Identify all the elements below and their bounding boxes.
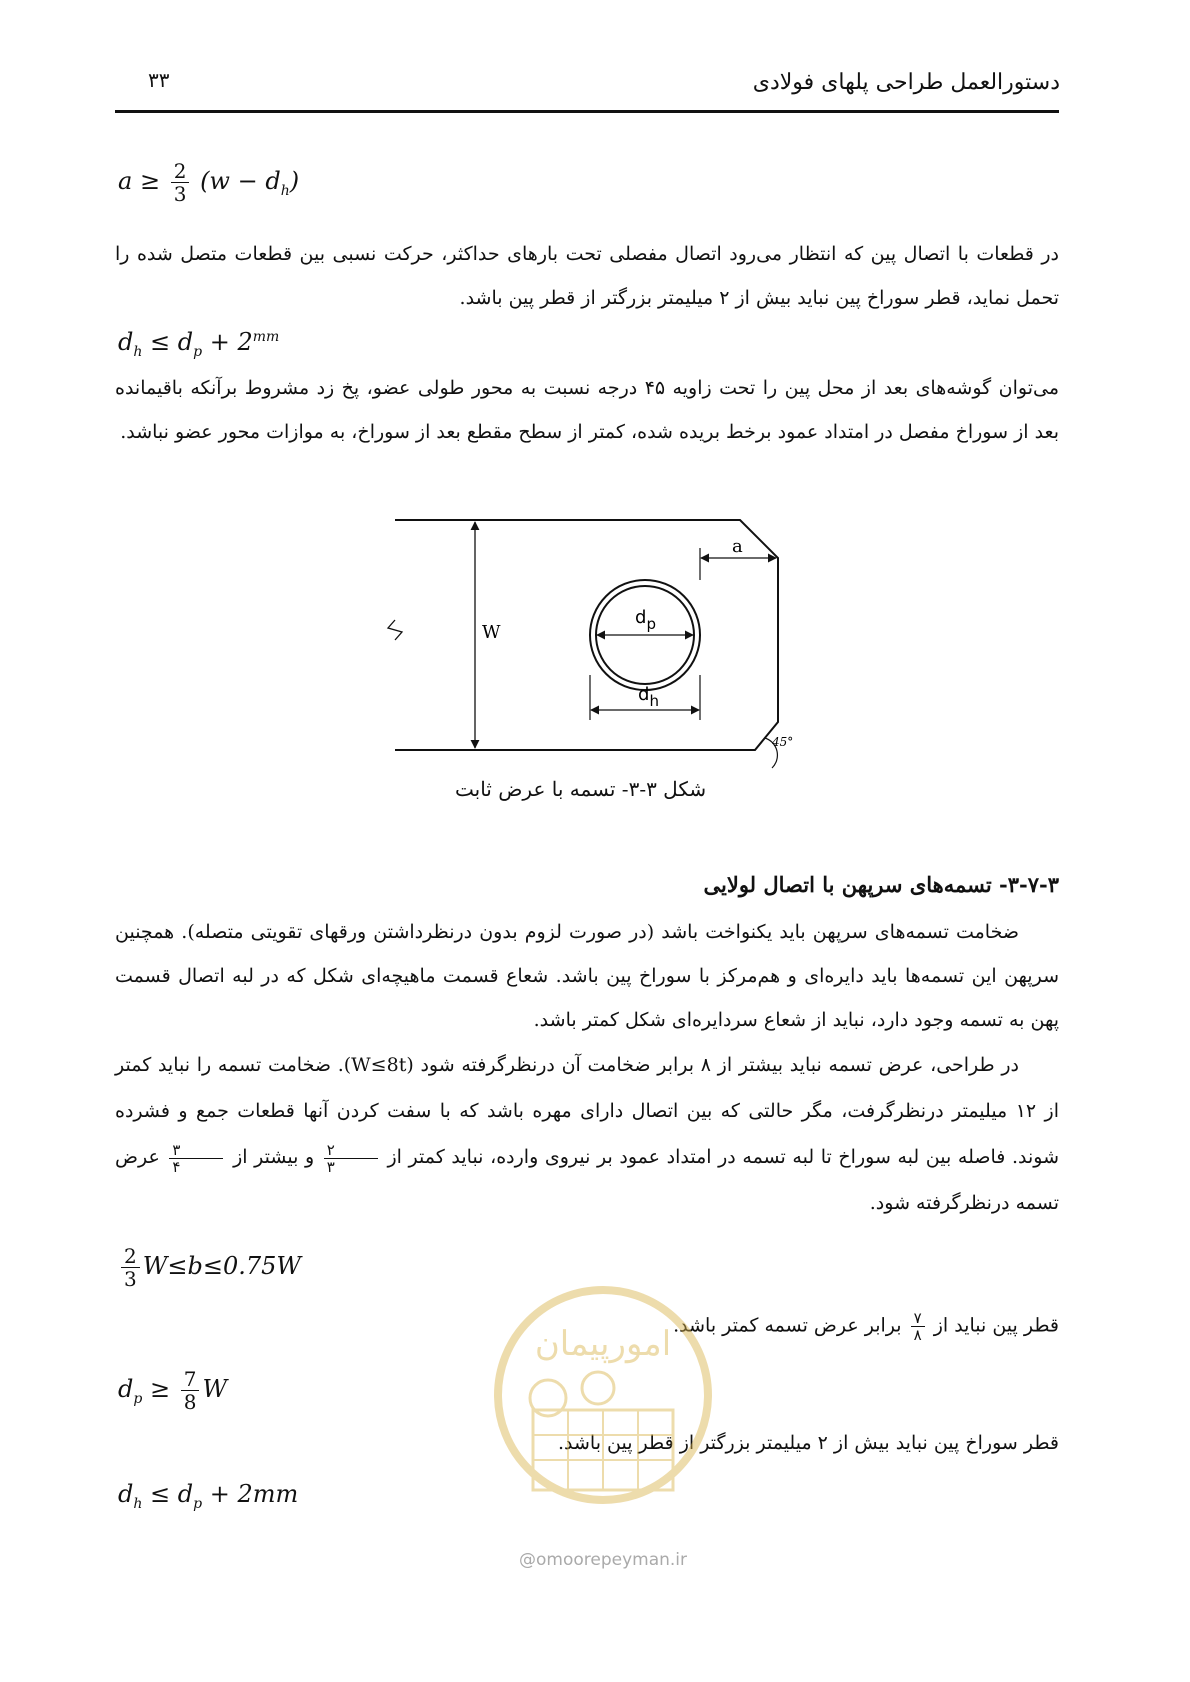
equation-3: $\frac{2}{3}$ W≤b≤0.75W (118, 1245, 301, 1290)
watermark-url: @omoorepeyman.ir (518, 1550, 688, 1570)
header-rule (115, 110, 1059, 113)
equation-1: a ≥ $\frac{2}{3}$ $(w - d_h)$ (118, 159, 300, 206)
figure-plate-diagram (380, 510, 840, 770)
angle-label: 45° (772, 735, 794, 749)
equation-2: $d_h \le d_p + 2^{mm}$ (118, 328, 280, 360)
pin-diameter-text: قطر پین نباید از $\frac{۷}{۸}$ برابر عرض تسمه کمتر باشد. (673, 1309, 1059, 1344)
break-line (388, 620, 402, 640)
hole-diameter-text: قطر سوراخ پین نباید بیش از ۲ میلیمتر بزرگتر از قطر پین باشد. (557, 1432, 1059, 1454)
paragraph-pin-hole: در قطعات با اتصال پین که انتظار می‌رود اتصال مفصلی تحت بارهای حداکثر، حرکت نسبی بین قطعات متصل شده را تحمل نماید، قطر سوراخ پین نباید بیش از ۲ میلیمتر بزرگتر از قطر پین باشد. (115, 243, 1059, 309)
dp-label: $d_p$ (635, 607, 656, 633)
equation-5: $d_h \le d_p + 2mm$ (118, 1480, 299, 1512)
figure-caption: شکل ۳-۳- تسمه با عرض ثابت (455, 777, 707, 801)
dh-label: $d_h$ (638, 684, 659, 710)
watermark-logo (478, 1270, 728, 1580)
equation-4: $d_p$ ≥ $\frac{7}{8}$ W (118, 1367, 228, 1414)
paragraph-eyebars: ضخامت تسمه‌های سرپهن باید یکنواخت باشد (در صورت لزوم بدون درنظرداشتن ورقهای تقویتی متصله). همچنین سرپهن این تسمه‌ها باید دایره‌ای و هم‌مرکز با سوراخ پین باشد. شعاع قسمت ماهیچه‌ای شکل که در لبه اتصال قسمت پهن به تسمه وجود دارد، نباید از شعاع سردایره‌ای شکل کمتر باشد. (115, 921, 1059, 1031)
running-title: دستورالعمل طراحی پلهای فولادی (752, 70, 1060, 95)
paragraph-chamfer: می‌توان گوشه‌های بعد از محل پین را تحت زاویه ۴۵ درجه نسبت به محور طولی عضو، پخ زد مشروط برآنکه باقیمانده بعد از سوراخ مفصل در امتداد عمود برخط بریده شده، کمتر از سطح مقطع بعد از سوراخ، به موازات محور عضو نباشد. (115, 377, 1059, 443)
w-label: W (482, 622, 501, 643)
page-number: ۳۳ (148, 68, 170, 92)
plate-outline (395, 520, 778, 750)
section-heading: ۳-۷-۳- تسمه‌های سرپهن با اتصال لولایی (703, 872, 1059, 897)
paragraph-width-limits: در طراحی، عرض تسمه نباید بیشتر از ۸ برابر ضخامت آن درنظرگرفته شود (W≤8t). ضخامت تسمه را نباید کمتر از ۱۲ میلیمتر درنظرگرفت، مگر حالتی که بین اتصال دارای مهره باشد که با سفت کردن آنها قطعات جمع و فشرده شوند. فاصله بین لبه سوراخ تا لبه تسمه در امتداد عمود بر نیروی وارده، نباید کمتر از $\frac{۲}{۳}$ و بیشتر از $\frac{۳}{۴}$ عرض تسمه درنظرگرفته شود. (115, 1054, 1060, 1214)
a-label: a (732, 536, 743, 557)
svg-text:امورپیمان: امورپیمان (534, 1324, 672, 1364)
